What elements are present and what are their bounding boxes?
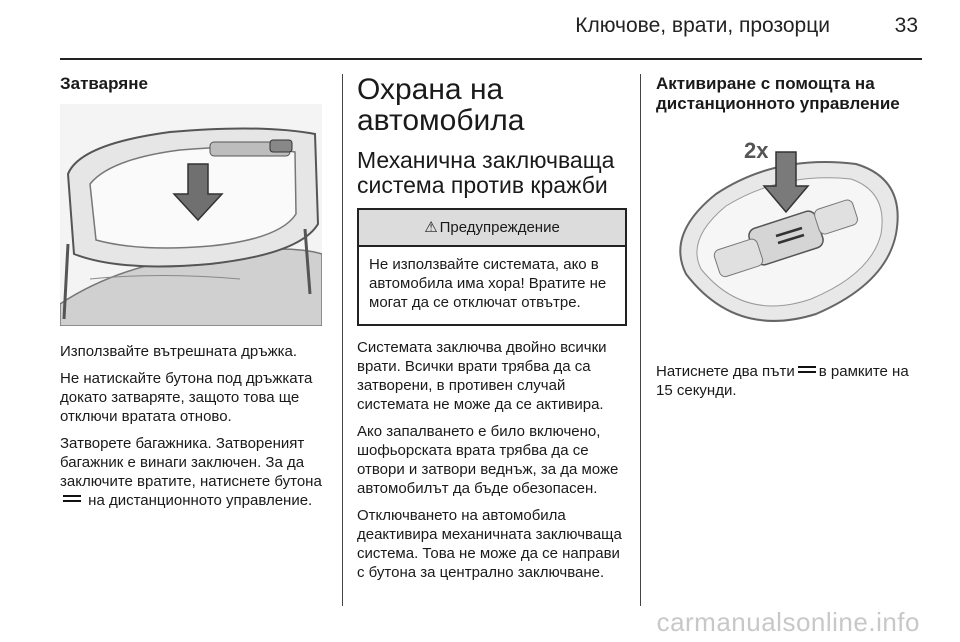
section-heading: Затваряне [60,74,148,93]
page-number: 33 [894,14,918,37]
column-vehicle-security [357,74,627,590]
paragraph: Отключването на автомобила деактивира механичната заключваща система. Това не може да се направи с бутона за централно заключване. [357,507,622,581]
warning-body [359,247,625,324]
lock-symbol-icon [798,366,816,373]
press-count-label: 2x [744,138,769,163]
paragraph-text: на дистанционното управление. [88,492,313,509]
header-rule [60,58,922,60]
section-heading: Активиране с помощта на дистанционното управление [656,74,900,113]
column-closing [60,74,330,518]
paragraph-text: Натиснете два пъти [656,363,795,380]
warning-title: Предупреждение [439,219,560,236]
warning-triangle-icon: ⚠ [424,219,438,236]
warning-header [359,210,625,247]
watermark: carmanualsonline.info [656,607,920,637]
column-divider [640,74,641,606]
remote-key-illustration [656,124,920,346]
warning-box [357,208,627,326]
paragraph [60,434,330,510]
paragraph: Не натискайте бутона под дръжката докато затваряте, защото това ще отключи вратата отново. [60,370,313,425]
tailgate-closing-illustration [60,104,322,326]
section-subtitle: Механична заключваща система против кражби [357,147,615,198]
paragraph: Използвайте вътрешната дръжка. [60,343,298,360]
paragraph-text: в рамките на 15 секунди. [656,363,909,399]
header-title: Ключове, врати, прозорци [575,14,830,37]
lock-symbol-icon [63,495,81,502]
paragraph: Системата заключва двойно всички врати. Всички врати трябва да са затворени, в противен случай системата не може да се активира. [357,339,607,413]
section-title: Охрана на автомобила [357,73,525,137]
column-divider [342,74,343,606]
warning-text: Не използвайте системата, ако в автомобила има хора! Вратите не могат да се отключат отвътре. [369,256,607,311]
paragraph-text: Затворете багажника. Затвореният багажник е винаги заключен. За да заключите вратите, натиснете бутона [60,435,322,490]
paragraph [656,362,926,400]
paragraph: Ако запалването е било включено, шофьорската врата трябва да се отвори и затвори веднъж, за да може автомобилът да бъде обезопасен. [357,423,619,497]
column-remote-activation [656,74,926,408]
